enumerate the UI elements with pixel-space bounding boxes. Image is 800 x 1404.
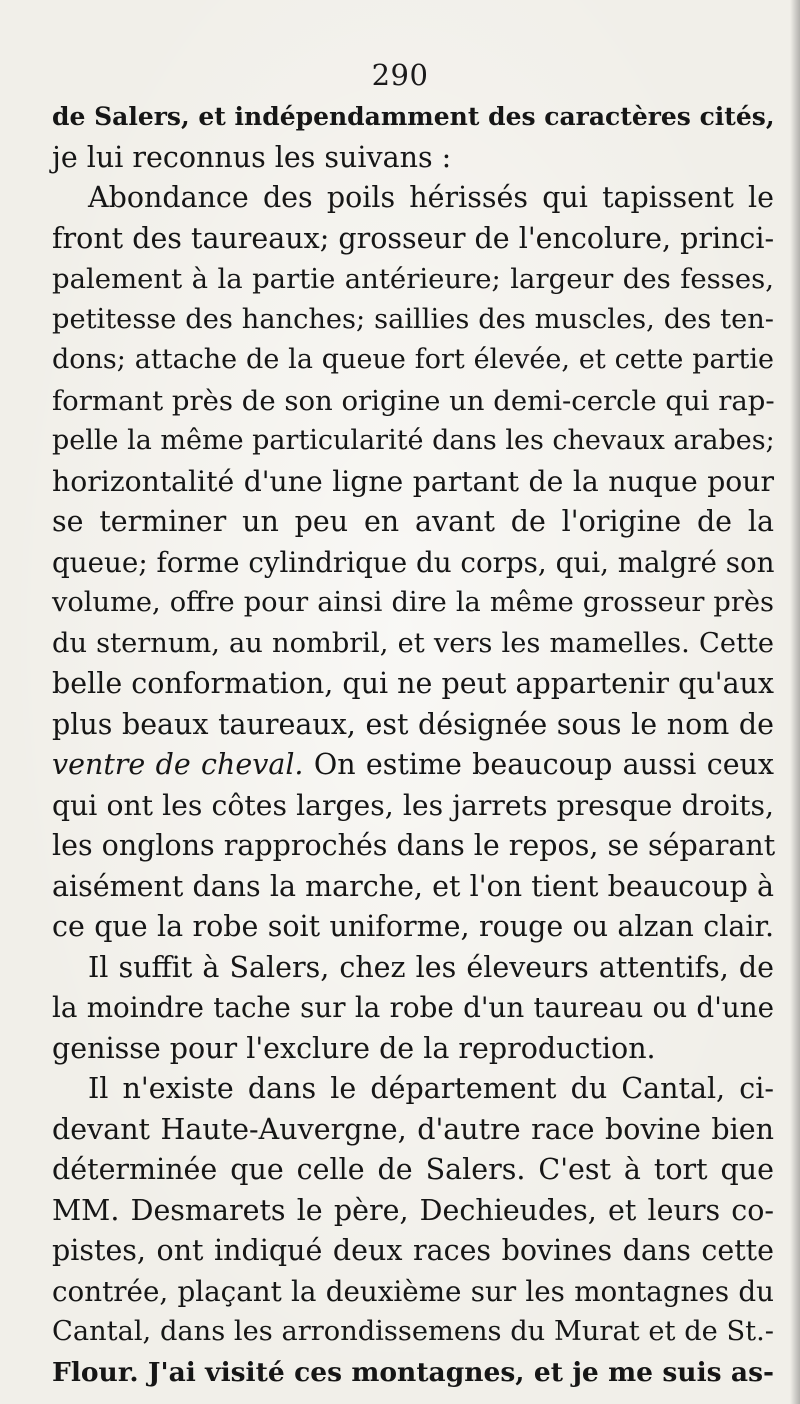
text-line: MM. Desmarets le père, Dechieudes, et leurs co- bbox=[52, 1193, 774, 1227]
paragraph-start-line: Il n'existe dans le département du Cantal, ci- bbox=[88, 1072, 774, 1105]
text-line: dons; attache de la queue fort élevée, et cette partie bbox=[52, 344, 774, 375]
text-line: se terminer un peu en avant de l'origine de la bbox=[52, 505, 774, 538]
text-line: Flour. J'ai visité ces montagnes, et je me suis as- bbox=[52, 1356, 774, 1388]
text-line-with-italic bbox=[52, 745, 774, 786]
text-line: genisse pour l'exclure de la reproduction. bbox=[52, 1031, 656, 1065]
text-line: de Salers, et indépendamment des caractères cités, bbox=[52, 102, 775, 131]
body-text bbox=[52, 97, 774, 1393]
text-line: devant Haute-Auvergne, d'autre race bovine bien bbox=[52, 1112, 774, 1146]
text-line: pistes, ont indiqué deux races bovines dans cette bbox=[52, 1234, 774, 1267]
text-line: palement à la partie antérieure; largeur des fesses, bbox=[52, 263, 774, 295]
text-line: formant près de son origine un demi-cercle qui rap- bbox=[52, 384, 775, 417]
text-line: horizontalité d'une ligne partant de la nuque pour bbox=[52, 464, 774, 498]
text-line: belle conformation, qui ne peut appartenir qu'aux bbox=[52, 667, 774, 700]
text-line: la moindre tache sur la robe d'un taureau ou d'une bbox=[52, 991, 774, 1024]
text-line: qui ont les côtes larges, les jarrets presque droits, bbox=[52, 788, 774, 822]
text-line: front des taureaux; grosseur de l'encolure, princi- bbox=[52, 221, 775, 255]
text-line: aisément dans la marche, et l'on tient beaucoup à bbox=[52, 869, 774, 903]
text-line: plus beaux taureaux, est désignée sous le nom de bbox=[52, 707, 774, 741]
text-line: petitesse des hanches; saillies des muscles, des ten- bbox=[52, 303, 774, 335]
text-line: volume, offre pour ainsi dire la même grosseur près bbox=[52, 587, 774, 618]
text-line: pelle la même particularité dans les chevaux arabes; bbox=[52, 425, 775, 456]
text-line: déterminée que celle de Salers. C'est à tort que bbox=[52, 1153, 774, 1186]
text-line: du sternum, au nombril, et vers les mamelles. Cette bbox=[52, 627, 774, 659]
paragraph-start-line: Il suffit à Salers, chez les éleveurs attentifs, de bbox=[88, 950, 774, 984]
text-fragment: On estime beaucoup aussi ceux bbox=[303, 748, 774, 781]
text-line: je lui reconnus les suivans : bbox=[52, 140, 452, 174]
italic-term: ventre de cheval. bbox=[52, 748, 304, 781]
page-number: 290 bbox=[371, 58, 429, 92]
paragraph-start-line: Abondance des poils hérissés qui tapissent le bbox=[88, 181, 774, 214]
text-line: ce que la robe soit uniforme, rouge ou alzan clair. bbox=[52, 910, 774, 943]
text-line: Cantal, dans les arrondissemens du Murat et de St.- bbox=[52, 1316, 774, 1347]
text-line: queue; forme cylindrique du corps, qui, malgré son bbox=[52, 545, 775, 579]
text-line: contrée, plaçant la deuxième sur les montagnes du bbox=[52, 1274, 774, 1308]
text-line: les onglons rapprochés dans le repos, se séparant bbox=[52, 829, 776, 862]
page-edge-shadow bbox=[790, 0, 800, 1404]
